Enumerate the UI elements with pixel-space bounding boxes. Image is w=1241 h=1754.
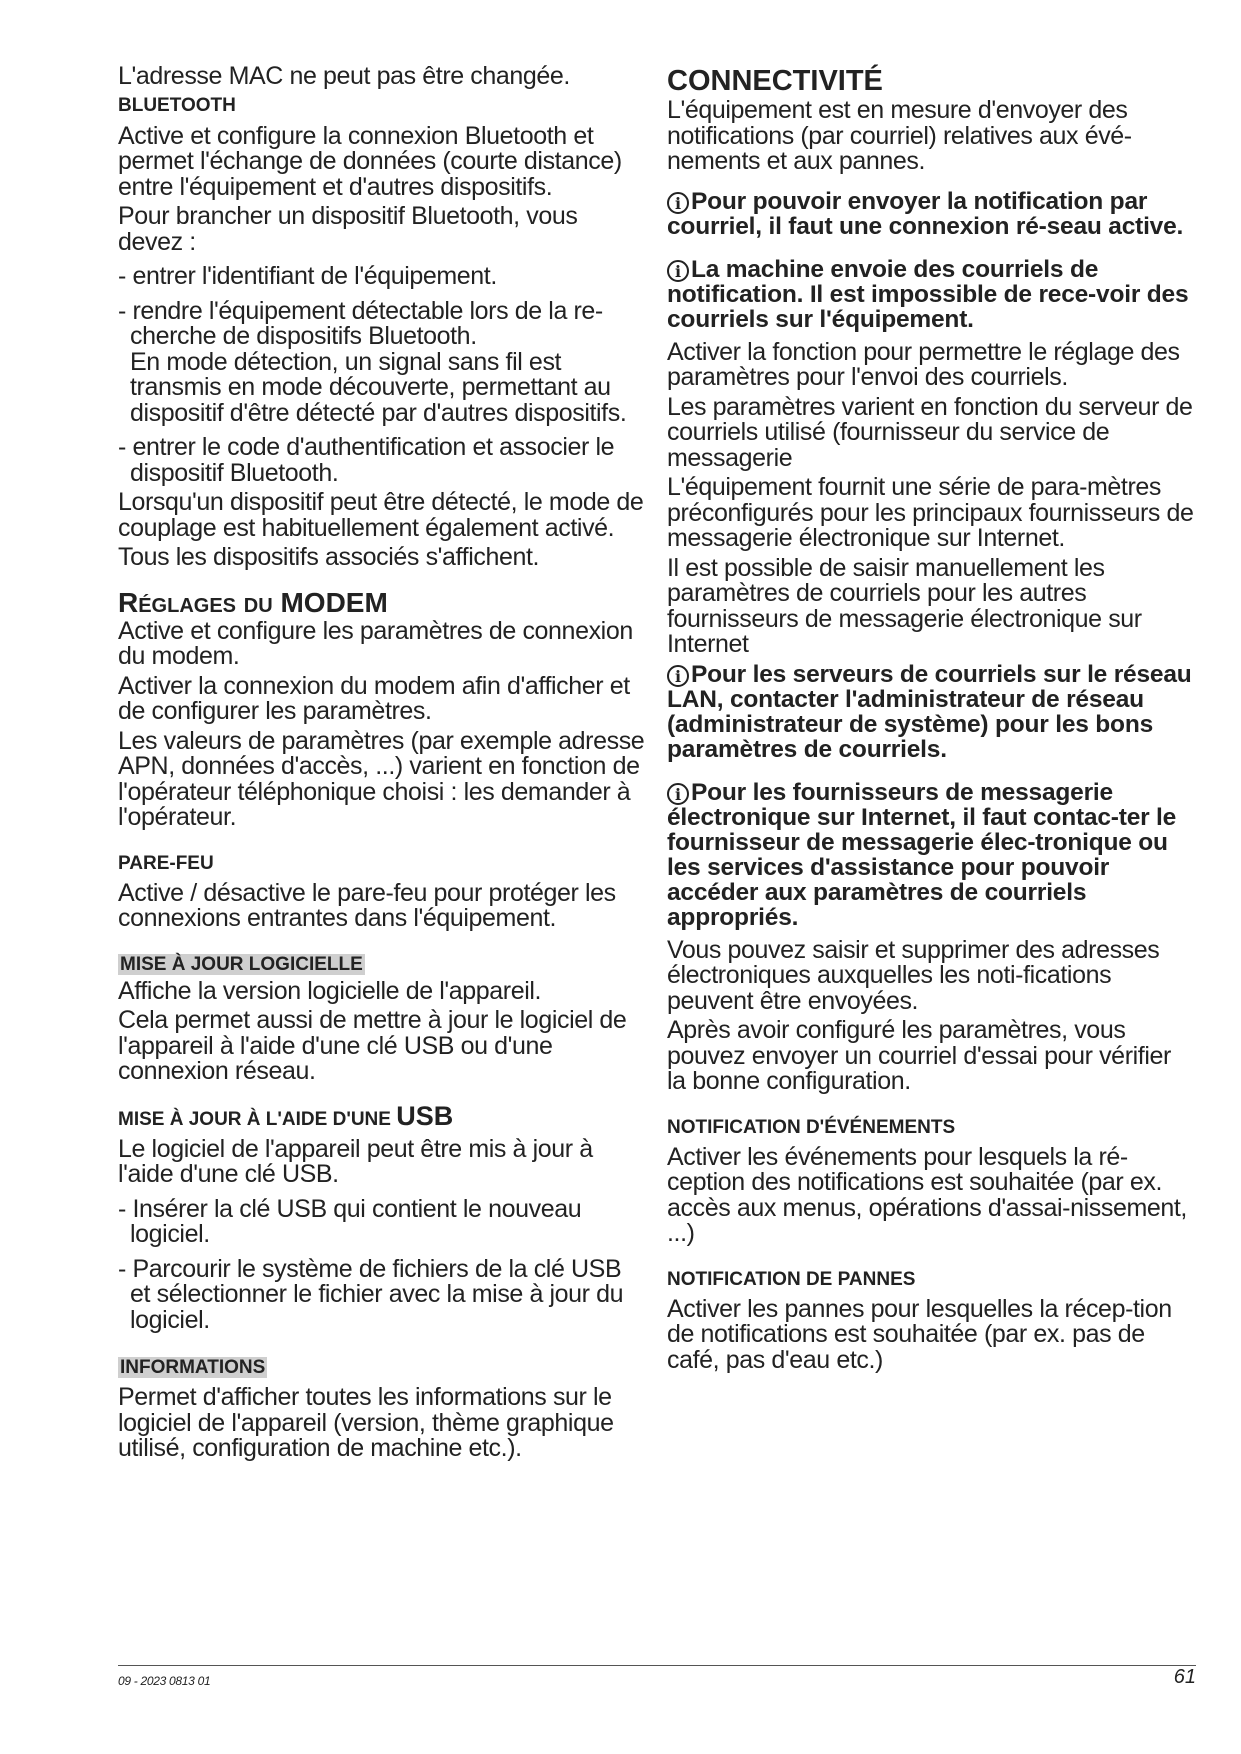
connectivity-note-3	[667, 662, 1195, 762]
fault-notification-heading: NOTIFICATION DE PANNES	[667, 1268, 916, 1290]
info-icon: i	[667, 665, 689, 687]
connectivity-paragraph-5: Il est possible de saisir manuellement les paramètres de courriels pour les autres fournisseurs de messagerie électronique sur Internet	[667, 553, 1142, 658]
software-update-paragraph-1: Affiche la version logicielle de l'appareil.	[118, 976, 542, 1005]
connectivity-heading: CONNECTIVITÉ	[667, 65, 883, 97]
firewall-heading: PARE-FEU	[118, 852, 214, 874]
left-column	[118, 64, 646, 1462]
usb-update-heading-usb: USB	[396, 1100, 454, 1131]
page-number: 61	[1173, 1666, 1196, 1688]
informations-heading	[118, 1357, 646, 1379]
connectivity-note-1	[667, 189, 1195, 239]
footer-document-code: 09 - 2023 0813 01	[118, 1674, 211, 1688]
informations-heading-label: INFORMATIONS	[120, 1357, 266, 1378]
bluetooth-bullet-3: - entrer le code d'authentification et associer le dispositif Bluetooth.	[118, 433, 615, 487]
connectivity-note-1-text: Pour pouvoir envoyer la notification par courriel, il faut une connexion ré-seau active.	[667, 187, 1184, 240]
connectivity-note-3-text: Pour les serveurs de courriels sur le réseau LAN, contacter l'administrateur de réseau (administrateur de système) pour les bons paramètres de courriels.	[667, 660, 1192, 763]
software-update-paragraph-2: Cela permet aussi de mettre à jour le logiciel de l'appareil à l'aide d'une clé USB ou d'une connexion réseau.	[118, 1006, 627, 1085]
bluetooth-paragraph-1: Active et configure la connexion Bluetooth et permet l'échange de données (courte distance) entre l'équipement et d'autres dispositifs.	[118, 121, 622, 201]
usb-update-heading	[118, 1100, 646, 1131]
software-update-heading-label: MISE À JOUR LOGICIELLE	[120, 953, 363, 975]
firewall-paragraph-1: Active / désactive le pare-feu pour protéger les connexions entrantes dans l'équipement.	[118, 878, 616, 932]
bluetooth-bullet-2: - rendre l'équipement détectable lors de la re-cherche de dispositifs Bluetooth.	[118, 296, 603, 350]
connectivity-paragraph-7: Après avoir configuré les paramètres, vous pouvez envoyer un courriel d'essai pour vérifier la bonne configuration.	[667, 1016, 1171, 1095]
event-notification-paragraph-1: Activer les événements pour lesquels la ré-ception des notifications est souhaitée (par ex. accès aux menus, opérations d'assai-nissement, ...)	[667, 1142, 1187, 1247]
modem-paragraph-2: Activer la connexion du modem afin d'afficher et de configurer les paramètres.	[118, 671, 630, 725]
bluetooth-paragraph-4: Tous les dispositifs associés s'affichent.	[118, 543, 540, 571]
connectivity-note-2-text: La machine envoie des courriels de notification. Il est impossible de rece-voir des courriels sur l'équipement.	[667, 255, 1189, 333]
connectivity-paragraph-4: L'équipement fournit une série de para-mètres préconfigurés pour les principaux fournisseurs de messagerie électronique sur Internet.	[667, 473, 1194, 552]
info-icon: i	[667, 783, 689, 805]
mac-note: L'adresse MAC ne peut pas être changée.	[118, 62, 570, 90]
usb-update-heading-prefix: MISE À JOUR À L'AIDE D'UNE	[118, 1108, 397, 1130]
info-icon: i	[667, 260, 689, 282]
bluetooth-bullet-1: - entrer l'identifiant de l'équipement.	[118, 262, 497, 290]
connectivity-paragraph-1: L'équipement est en mesure d'envoyer des notifications (par courriel) relatives aux évé-nements et aux pannes.	[667, 96, 1132, 175]
modem-paragraph-3: Les valeurs de paramètres (par exemple adresse APN, données d'accès, ...) varient en fonction de l'opérateur téléphonique choisi : les demander à l'opérateur.	[118, 726, 645, 831]
connectivity-paragraph-6: Vous pouvez saisir et supprimer des adresses électroniques auxquelles les noti-fications peuvent être envoyées.	[667, 935, 1160, 1015]
event-notification-heading: NOTIFICATION D'ÉVÉNEMENTS	[667, 1116, 956, 1138]
footer-divider	[118, 1665, 1196, 1666]
fault-notification-paragraph-1: Activer les pannes pour lesquelles la récep-tion de notifications est souhaitée (par ex. pas de café, pas d'eau etc.)	[667, 1294, 1172, 1374]
connectivity-paragraph-2: Activer la fonction pour permettre le réglage des paramètres pour l'envoi des courriels.	[667, 337, 1180, 391]
usb-update-bullet-1: - Insérer la clé USB qui contient le nouveau logiciel.	[118, 1194, 582, 1248]
connectivity-note-2	[667, 257, 1195, 332]
usb-update-paragraph-1: Le logiciel de l'appareil peut être mis à jour à l'aide d'une clé USB.	[118, 1134, 593, 1188]
bluetooth-paragraph-2: Pour brancher un dispositif Bluetooth, vous devez :	[118, 202, 578, 256]
modem-heading: Réglages du MODEM	[118, 586, 388, 618]
connectivity-note-4-text: Pour les fournisseurs de messagerie électronique sur Internet, il faut contac-ter le fournisseur de messagerie élec-tronique ou les services d'assistance pour pouvoir accéder aux paramètres de courriels appropriés.	[667, 778, 1177, 931]
bluetooth-paragraph-3: Lorsqu'un dispositif peut être détecté, le mode de couplage est habituellement également activé.	[118, 488, 644, 542]
informations-paragraph-1: Permet d'afficher toutes les informations sur le logiciel de l'appareil (version, thème graphique utilisé, configuration de machine etc.).	[118, 1383, 614, 1462]
software-update-heading	[118, 954, 646, 976]
connectivity-note-4	[667, 780, 1195, 930]
bluetooth-heading: BLUETOOTH	[118, 94, 236, 116]
connectivity-paragraph-3: Les paramètres varient en fonction du serveur de courriels utilisé (fournisseur du service de messagerie	[667, 392, 1193, 472]
bluetooth-bullet-2-detail: En mode détection, un signal sans fil est transmis en mode découverte, permettant au dispositif d'être détecté par d'autres dispositifs.	[130, 347, 627, 427]
info-icon: i	[667, 192, 689, 214]
right-column	[667, 64, 1195, 1373]
modem-paragraph-1: Active et configure les paramètres de connexion du modem.	[118, 616, 633, 670]
usb-update-bullet-2: - Parcourir le système de fichiers de la clé USB et sélectionner le fichier avec la mise à jour du logiciel.	[118, 1254, 624, 1334]
